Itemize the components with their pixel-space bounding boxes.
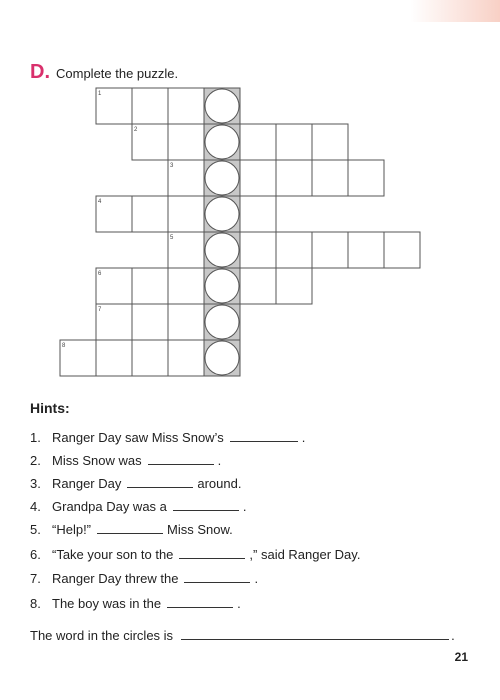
- hint-text: Ranger Day threw the: [52, 571, 179, 586]
- hint-text: Grandpa Day was a: [52, 499, 167, 514]
- clue-number: 2: [134, 127, 138, 133]
- answer-blank[interactable]: [167, 594, 233, 608]
- hint-text-after: Miss Snow.: [167, 522, 233, 537]
- hint-text-after: around.: [197, 476, 242, 491]
- puzzle-cell[interactable]: [240, 124, 276, 160]
- hint-text: Miss Snow was: [52, 453, 142, 468]
- clue-number: 7: [98, 307, 102, 313]
- circle-cell: [205, 125, 239, 159]
- puzzle-cell[interactable]: [276, 232, 312, 268]
- circle-cell: [205, 89, 239, 123]
- hint-text: Ranger Day: [52, 476, 122, 491]
- puzzle-cell[interactable]: [96, 88, 132, 124]
- puzzle-cell[interactable]: [276, 124, 312, 160]
- hint-item: [30, 569, 258, 587]
- puzzle-cell[interactable]: [168, 268, 204, 304]
- puzzle-cell[interactable]: [240, 268, 276, 304]
- hint-number: 2.: [30, 453, 41, 468]
- hint-number: 8.: [30, 596, 41, 611]
- hint-text-after: ,” said Ranger Day.: [249, 547, 361, 562]
- puzzle-cell[interactable]: [132, 88, 168, 124]
- hint-number: 1.: [30, 430, 41, 445]
- hint-number: 5.: [30, 522, 41, 537]
- puzzle-cell[interactable]: [96, 340, 132, 376]
- puzzle-cell[interactable]: [312, 160, 348, 196]
- hint-item: [30, 545, 360, 563]
- puzzle-cell[interactable]: [240, 232, 276, 268]
- puzzle-cell[interactable]: [348, 232, 384, 268]
- page-number: 21: [454, 650, 468, 664]
- puzzle-cell[interactable]: [132, 196, 168, 232]
- puzzle-cell[interactable]: [96, 196, 132, 232]
- puzzle-row: [96, 268, 312, 304]
- puzzle-cell[interactable]: [276, 160, 312, 196]
- puzzle-row: [168, 232, 420, 268]
- hint-text: The boy was in the: [52, 596, 162, 611]
- puzzle-row: [60, 340, 240, 376]
- puzzle-cell[interactable]: [240, 196, 276, 232]
- hint-item: [30, 594, 241, 612]
- answer-blank[interactable]: [184, 569, 250, 583]
- puzzle-cell[interactable]: [96, 304, 132, 340]
- hint-text-after: .: [217, 453, 222, 468]
- clue-number: 4: [98, 199, 102, 205]
- hint-text-after: .: [242, 499, 247, 514]
- puzzle-cell[interactable]: [168, 160, 204, 196]
- clue-number: 3: [170, 163, 174, 169]
- instruction-text: Complete the puzzle.: [56, 66, 179, 81]
- circle-cell: [205, 233, 239, 267]
- puzzle-cell[interactable]: [168, 88, 204, 124]
- answer-blank[interactable]: [179, 545, 245, 559]
- final-answer-blank[interactable]: [181, 626, 449, 640]
- hint-text: “Help!”: [52, 522, 92, 537]
- clue-number: 1: [98, 91, 102, 97]
- puzzle-row: [96, 304, 240, 340]
- hint-number: 7.: [30, 571, 41, 586]
- puzzle-cell[interactable]: [348, 160, 384, 196]
- puzzle-cell[interactable]: [96, 268, 132, 304]
- hint-item: [30, 497, 247, 515]
- puzzle-cell[interactable]: [132, 340, 168, 376]
- hint-item: [30, 451, 221, 469]
- circle-cell: [205, 269, 239, 303]
- hint-number: 6.: [30, 547, 41, 562]
- puzzle-cell[interactable]: [168, 340, 204, 376]
- final-answer-period: .: [451, 628, 455, 643]
- puzzle-cell[interactable]: [132, 124, 168, 160]
- puzzle-cell[interactable]: [384, 232, 420, 268]
- puzzle-row: [96, 88, 240, 124]
- final-answer-text: The word in the circles is: [30, 628, 174, 643]
- answer-blank[interactable]: [230, 428, 298, 442]
- clue-number: 8: [62, 343, 66, 349]
- puzzle-cell[interactable]: [168, 304, 204, 340]
- hint-text: “Take your son to the: [52, 547, 174, 562]
- clue-number: 5: [170, 235, 174, 241]
- answer-blank[interactable]: [173, 497, 239, 511]
- puzzle-row: [96, 196, 276, 232]
- puzzle-cell[interactable]: [168, 196, 204, 232]
- hint-number: 3.: [30, 476, 41, 491]
- circle-cell: [205, 161, 239, 195]
- puzzle-cell[interactable]: [168, 232, 204, 268]
- hint-item: [30, 520, 233, 538]
- puzzle-cell[interactable]: [312, 232, 348, 268]
- hint-text-after: .: [254, 571, 259, 586]
- circle-cell: [205, 305, 239, 339]
- hint-number: 4.: [30, 499, 41, 514]
- clue-number: 6: [98, 271, 102, 277]
- puzzle-cell[interactable]: [132, 268, 168, 304]
- puzzle-cell[interactable]: [276, 268, 312, 304]
- puzzle-row: [168, 160, 384, 196]
- puzzle-cell[interactable]: [60, 340, 96, 376]
- section-letter: D.: [30, 61, 50, 83]
- answer-blank[interactable]: [127, 474, 193, 488]
- puzzle-cell[interactable]: [132, 304, 168, 340]
- hint-text: Ranger Day saw Miss Snow’s: [52, 430, 224, 445]
- hint-item: [30, 474, 241, 492]
- answer-blank[interactable]: [148, 451, 214, 465]
- answer-blank[interactable]: [97, 520, 163, 534]
- puzzle-row: [132, 124, 348, 160]
- hints-title: Hints:: [30, 400, 70, 416]
- circle-cell: [205, 341, 239, 375]
- puzzle-cell[interactable]: [312, 124, 348, 160]
- hint-text-after: .: [301, 430, 306, 445]
- puzzle-cell[interactable]: [240, 160, 276, 196]
- hint-item: [30, 428, 305, 446]
- hint-text-after: .: [237, 596, 241, 611]
- final-answer-line: [30, 626, 455, 644]
- circle-cell: [205, 197, 239, 231]
- puzzle-cell[interactable]: [168, 124, 204, 160]
